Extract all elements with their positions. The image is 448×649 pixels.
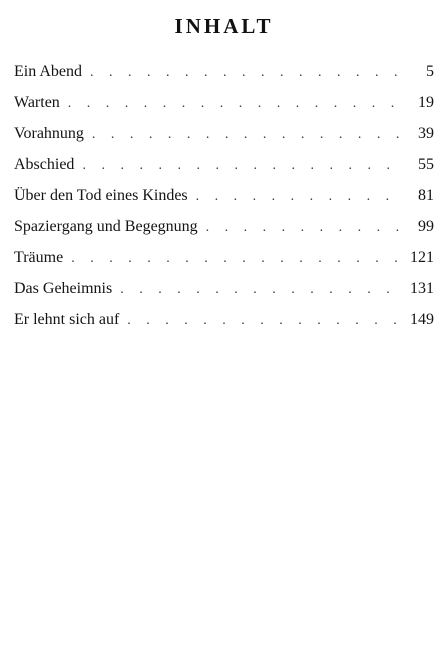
dot-leader bbox=[198, 218, 404, 238]
toc-entry bbox=[14, 310, 434, 341]
dot-leader bbox=[84, 125, 404, 145]
dot-leader bbox=[112, 280, 404, 300]
toc-entry-title: Warten bbox=[14, 94, 60, 111]
toc-entry-page: 81 bbox=[418, 187, 434, 204]
dot-leader bbox=[82, 63, 404, 83]
page-title: INHALT bbox=[174, 14, 274, 38]
toc-entry bbox=[14, 279, 434, 310]
toc-entry-title: Spaziergang und Begegnung bbox=[14, 218, 198, 235]
toc-entry-title: Träume bbox=[14, 249, 64, 266]
toc-entry bbox=[14, 186, 434, 217]
toc-entry bbox=[14, 217, 434, 248]
toc-entry-title: Er lehnt sich auf bbox=[14, 311, 120, 328]
toc-entry-title: Vorahnung bbox=[14, 125, 84, 142]
dot-leader bbox=[119, 311, 404, 331]
toc-entry-page: 39 bbox=[418, 125, 434, 142]
toc-entry bbox=[14, 62, 434, 93]
toc-entry-title: Über den Tod eines Kindes bbox=[14, 187, 188, 204]
toc-entry-page: 131 bbox=[410, 280, 434, 297]
toc-entry bbox=[14, 248, 434, 279]
table-of-contents bbox=[14, 62, 434, 341]
toc-entry-title: Abschied bbox=[14, 156, 75, 173]
dot-leader bbox=[74, 156, 404, 176]
toc-entry-page: 5 bbox=[426, 63, 434, 80]
toc-entry-page: 149 bbox=[410, 311, 434, 328]
toc-entry bbox=[14, 93, 434, 124]
toc-entry-page: 121 bbox=[410, 249, 434, 266]
toc-entry-page: 55 bbox=[418, 156, 434, 173]
toc-entry bbox=[14, 124, 434, 155]
dot-leader bbox=[63, 249, 404, 269]
dot-leader bbox=[188, 187, 404, 207]
toc-entry-page: 99 bbox=[418, 218, 434, 235]
toc-entry bbox=[14, 155, 434, 186]
dot-leader bbox=[60, 94, 404, 114]
toc-entry-page: 19 bbox=[418, 94, 434, 111]
toc-entry-title: Das Geheimnis bbox=[14, 280, 113, 297]
toc-entry-title: Ein Abend bbox=[14, 63, 82, 80]
